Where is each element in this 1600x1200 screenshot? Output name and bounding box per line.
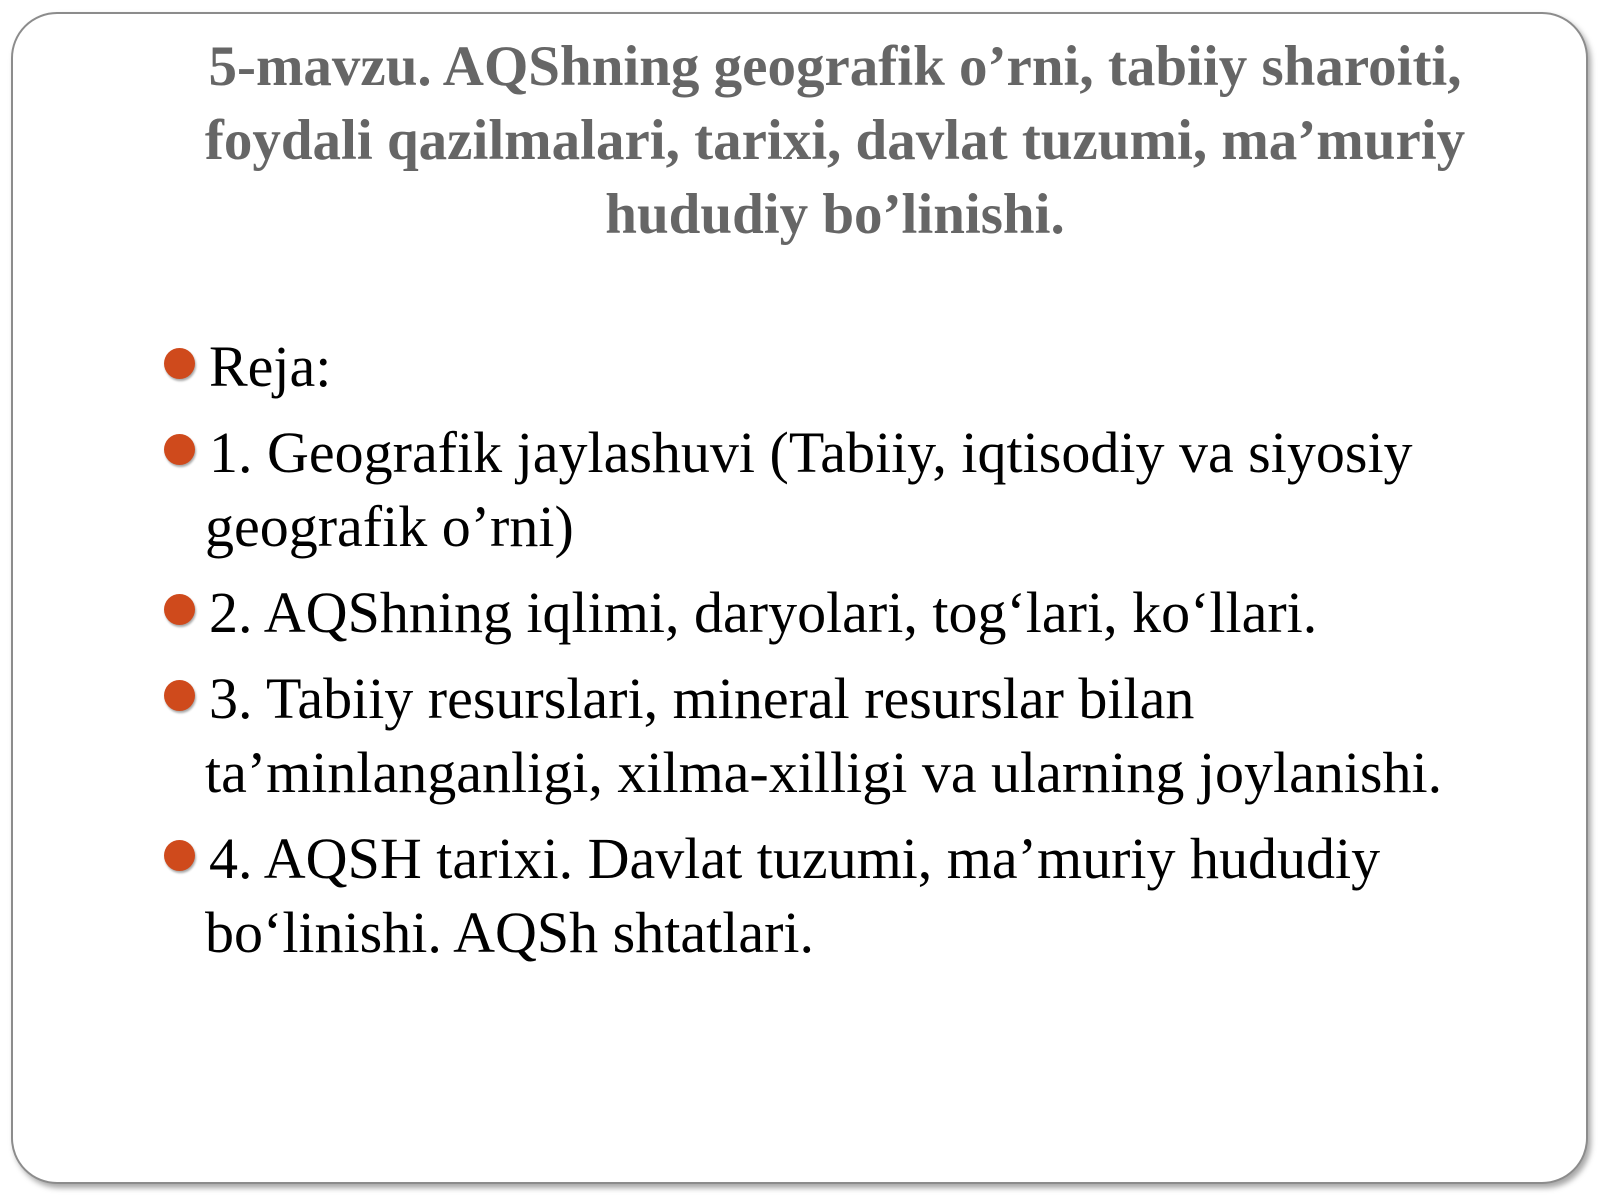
list-item-text: Reja: [209,334,332,399]
bullet-icon [164,680,195,711]
list-item [0,330,1600,404]
bullet-icon [164,348,195,379]
list-item [0,416,1600,564]
bullet-list [0,330,1600,970]
list-item-text: 4. AQSH tarixi. Davlat tuzumi, ma’muriy hududiy bo‘linishi. AQSh shtatlari. [205,826,1381,965]
list-item [0,822,1600,970]
bullet-icon [164,434,195,465]
list-item-text: 3. Tabiiy resurslari, mineral resurslar bilan ta’minlanganligi, xilma-xilligi va ularning joylanishi. [205,666,1443,805]
list-item-text: 2. AQShning iqlimi, daryolari, tog‘lari, ko‘llari. [209,580,1318,645]
bullet-icon [164,594,195,625]
bullet-icon [164,840,195,871]
slide-title: 5-mavzu. AQShning geografik o’rni, tabiiy sharoiti, foydali qazilmalari, tarixi, davlat tuzumi, ma’muriy hududiy bo’linishi. [204,35,1466,246]
list-item-text: 1. Geografik jaylashuvi (Tabiiy, iqtisodiy va siyosiy geografik o’rni) [205,420,1413,559]
list-item [0,662,1600,810]
list-item [0,576,1600,650]
